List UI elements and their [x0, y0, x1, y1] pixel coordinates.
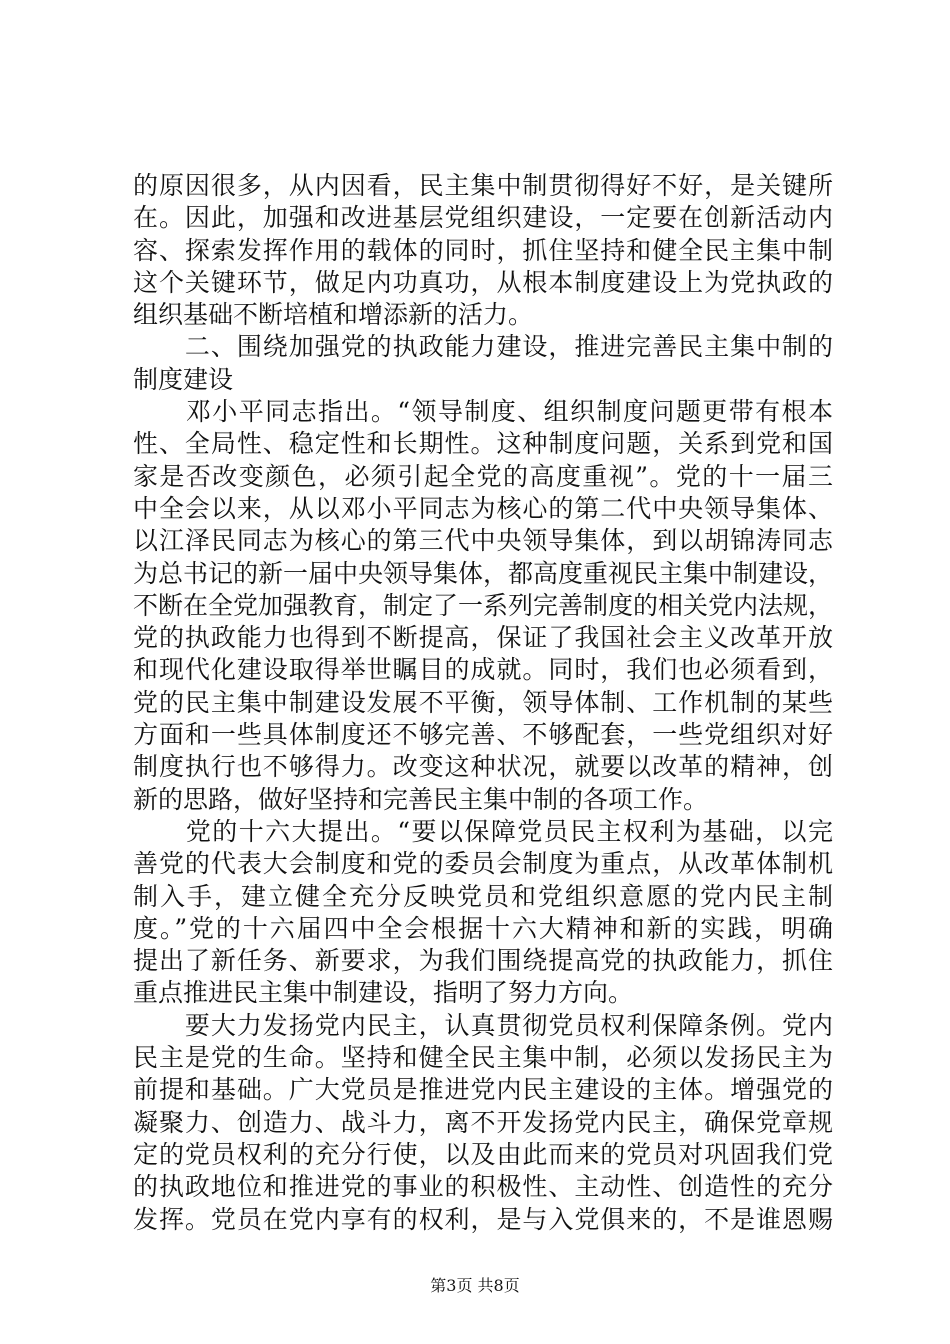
text-line: 前提和基础。广大党员是推进党内民主建设的主体。增强党的	[133, 1075, 833, 1105]
text-line: 民主是党的生命。坚持和健全民主集中制，必须以发扬民主为	[133, 1043, 833, 1073]
text-line: 在。因此，加强和改进基层党组织建设，一定要在创新活动内	[133, 203, 833, 233]
text-line: 为总书记的新一届中央领导集体，都高度重视民主集中制建设，	[133, 558, 834, 588]
text-line: 党的十六大提出。“要以保障党员民主权利为基础，以完	[133, 816, 833, 846]
text-line: 善党的代表大会制度和党的委员会制度为重点，从改革体制机	[133, 849, 833, 879]
text-line: 方面和一些具体制度还不够完善、不够配套，一些党组织对好	[133, 720, 833, 750]
text-line: 组织基础不断培植和增添新的活力。	[133, 300, 534, 330]
text-line: 定的党员权利的充分行使，以及由此而来的党员对巩固我们党	[133, 1139, 833, 1169]
text-line: 新的思路，做好坚持和完善民主集中制的各项工作。	[133, 784, 709, 814]
text-line: 家是否改变颜色，必须引起全党的高度重视”。党的十一届三	[133, 461, 833, 491]
text-line: 党的执政能力也得到不断提高，保证了我国社会主义改革开放	[133, 623, 833, 653]
text-line: 这个关键环节，做足内功真功，从根本制度建设上为党执政的	[133, 267, 833, 297]
text-line: 提出了新任务、新要求，为我们围绕提高党的执政能力，抓住	[133, 946, 833, 976]
body-text	[133, 170, 833, 1236]
text-line: 中全会以来，从以邓小平同志为核心的第二代中央领导集体、	[133, 493, 833, 523]
section-heading-line: 制度建设	[133, 364, 234, 394]
text-line: 重点推进民主集中制建设，指明了努力方向。	[133, 978, 634, 1008]
text-line: 党的民主集中制建设发展不平衡，领导体制、工作机制的某些	[133, 687, 833, 717]
text-line: 以江泽民同志为核心的第三代中央领导集体，到以胡锦涛同志	[133, 526, 833, 556]
text-line: 邓小平同志指出。“领导制度、组织制度问题更带有根本	[133, 397, 833, 427]
page-footer: 第3页 共8页	[430, 1276, 520, 1295]
text-line: 发挥。党员在党内享有的权利，是与入党俱来的，不是谁恩赐	[133, 1204, 833, 1234]
text-line: 和现代化建设取得举世瞩目的成就。同时，我们也必须看到，	[133, 655, 833, 685]
text-line: 凝聚力、创造力、战斗力，离不开发扬党内民主，确保党章规	[133, 1107, 833, 1137]
text-line: 性、全局性、稳定性和长期性。这种制度问题，关系到党和国	[133, 429, 833, 459]
text-line: 容、探索发挥作用的载体的同时，抓住坚持和健全民主集中制	[133, 235, 833, 265]
text-line: 度。”党的十六届四中全会根据十六大精神和新的实践，明确	[133, 913, 833, 943]
text-line: 的原因很多，从内因看，民主集中制贯彻得好不好，是关键所	[133, 171, 833, 200]
text-line: 制度执行也不够得力。改变这种状况，就要以改革的精神，创	[133, 752, 833, 782]
section-heading-line: 二、围绕加强党的执政能力建设，推进完善民主集中制的	[133, 332, 833, 362]
text-line: 要大力发扬党内民主，认真贯彻党员权利保障条例。党内	[133, 1010, 833, 1040]
text-line: 的执政地位和推进党的事业的积极性、主动性、创造性的充分	[133, 1172, 833, 1202]
text-line: 不断在全党加强教育，制定了一系列完善制度的相关党内法规，	[133, 590, 834, 620]
text-line: 制入手，建立健全充分反映党员和党组织意愿的党内民主制	[133, 881, 833, 911]
